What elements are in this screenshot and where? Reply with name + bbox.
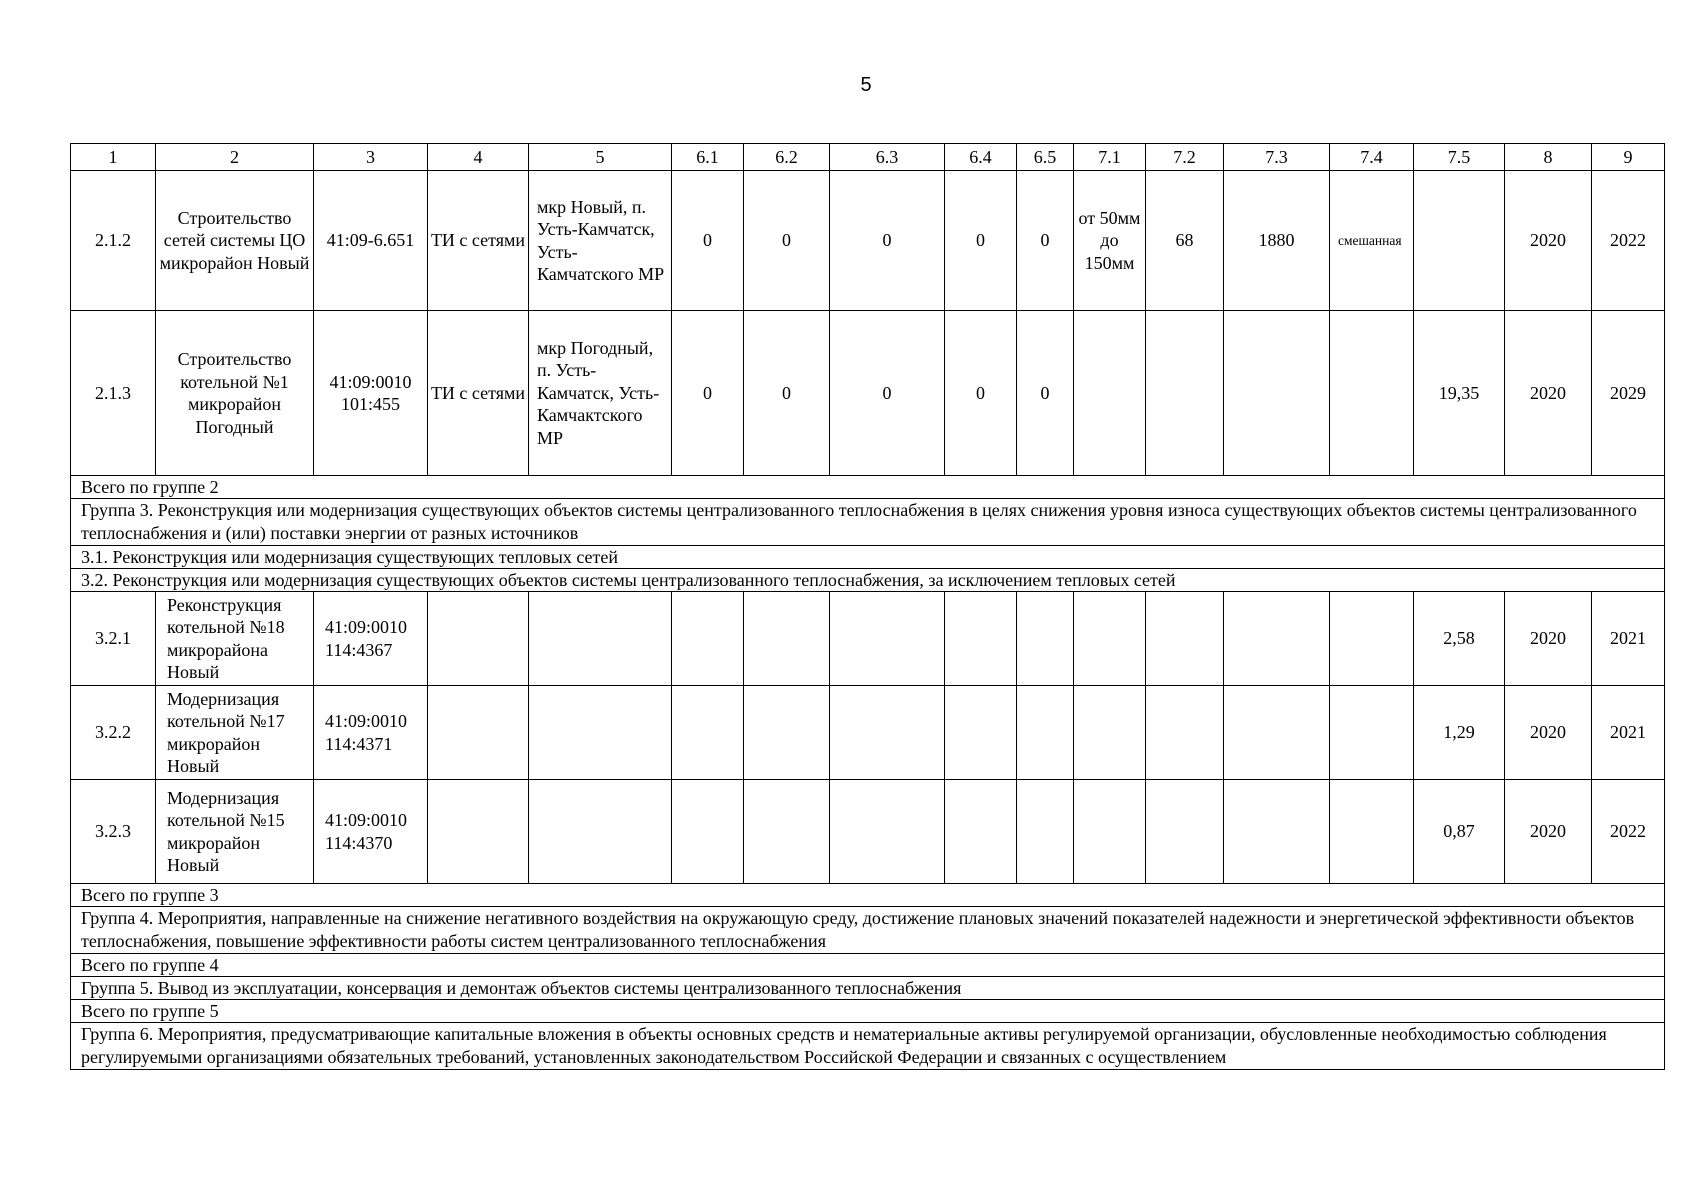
header-cell: 8 [1505, 144, 1592, 171]
object-type: ТИ с сетями [428, 171, 529, 311]
empty-cell [428, 592, 529, 686]
value-7-2: 68 [1146, 171, 1224, 311]
empty-cell [1146, 686, 1224, 780]
value-7-4 [1330, 311, 1414, 476]
empty-cell [529, 592, 672, 686]
empty-cell [1074, 780, 1146, 884]
empty-cell [1330, 686, 1414, 780]
group-3-total: Всего по группе 3 [71, 884, 1665, 907]
value-7-5: 0,87 [1414, 780, 1505, 884]
empty-cell [945, 686, 1017, 780]
row-number: 3.2.2 [71, 686, 156, 780]
empty-cell [1017, 686, 1074, 780]
value-7-3 [1224, 311, 1330, 476]
header-cell: 9 [1592, 144, 1665, 171]
value-6-1: 0 [672, 171, 744, 311]
header-cell: 2 [156, 144, 314, 171]
group-heading-row [71, 977, 1665, 1000]
subgroup-3-2-heading: 3.2. Реконструкция или модернизация существующих объектов системы централизованного теплоснабжения, за исключением тепловых сетей [71, 569, 1665, 592]
header-row [71, 144, 1665, 171]
value-7-5: 2,58 [1414, 592, 1505, 686]
empty-cell [744, 592, 830, 686]
empty-cell [1330, 780, 1414, 884]
group-3-heading: Группа 3. Реконструкция или модернизация существующих объектов системы централизованного теплоснабжения в целях снижения уровня износа существующих объектов системы централизованного теплоснабжения и (или) поставки энергии от разных источников [71, 499, 1665, 546]
end-year: 2022 [1592, 780, 1665, 884]
end-year: 2021 [1592, 592, 1665, 686]
object-location: мкр Новый, п. Усть-Камчатск, Усть-Камчатского МР [529, 171, 672, 311]
value-6-4: 0 [945, 311, 1017, 476]
row-number: 2.1.3 [71, 311, 156, 476]
group-total-row [71, 884, 1665, 907]
table-row [71, 686, 1665, 780]
value-7-5: 19,35 [1414, 311, 1505, 476]
value-6-3: 0 [830, 171, 945, 311]
header-cell: 6.5 [1017, 144, 1074, 171]
group-4-total: Всего по группе 4 [71, 954, 1665, 977]
value-7-5: 1,29 [1414, 686, 1505, 780]
group-6-heading: Группа 6. Мероприятия, предусматривающие капитальные вложения в объекты основных средств и нематериальные активы регулируемой организации, обусловленные необходимостью соблюдения регулируемыми организациями обязательных требований, установленных законодательством Российской Федерации и связанных с осуществлением [71, 1023, 1665, 1070]
header-cell: 6.4 [945, 144, 1017, 171]
empty-cell [830, 686, 945, 780]
group-5-heading: Группа 5. Вывод из эксплуатации, консервация и демонтаж объектов системы централизованного теплоснабжения [71, 977, 1665, 1000]
table-row [71, 780, 1665, 884]
header-cell: 5 [529, 144, 672, 171]
empty-cell [529, 686, 672, 780]
value-6-2: 0 [744, 311, 830, 476]
table-row [71, 171, 1665, 311]
group-4-heading: Группа 4. Мероприятия, направленные на снижение негативного воздействия на окружающую среду, достижение плановых значений показателей надежности и энергетической эффективности объектов теплоснабжения, повышение эффективности работы систем централизованного теплоснабжения [71, 907, 1665, 954]
header-cell: 3 [314, 144, 428, 171]
empty-cell [1224, 592, 1330, 686]
value-6-4: 0 [945, 171, 1017, 311]
empty-cell [1224, 686, 1330, 780]
empty-cell [428, 780, 529, 884]
cadastral-number: 41:09-6.651 [314, 171, 428, 311]
header-cell: 7.2 [1146, 144, 1224, 171]
value-6-1: 0 [672, 311, 744, 476]
empty-cell [744, 780, 830, 884]
subgroup-heading-row [71, 569, 1665, 592]
empty-cell [830, 592, 945, 686]
object-location: мкр Погодный, п. Усть-Камчатск, Усть-Камчактского МР [529, 311, 672, 476]
project-name: Модернизация котельной №17 микрорайон Новый [156, 686, 314, 780]
cadastral-number: 41:09:0010 114:4367 [314, 592, 428, 686]
investment-program-table [70, 143, 1665, 1070]
empty-cell [945, 592, 1017, 686]
empty-cell [1146, 592, 1224, 686]
empty-cell [945, 780, 1017, 884]
start-year: 2020 [1505, 686, 1592, 780]
group-heading-row [71, 1023, 1665, 1070]
group-2-total: Всего по группе 2 [71, 476, 1665, 499]
group-total-row [71, 476, 1665, 499]
value-7-5 [1414, 171, 1505, 311]
start-year: 2020 [1505, 592, 1592, 686]
value-6-5: 0 [1017, 311, 1074, 476]
value-7-1 [1074, 311, 1146, 476]
page-number: 5 [860, 74, 872, 96]
empty-cell [672, 592, 744, 686]
value-7-4: смешанная [1330, 171, 1414, 311]
empty-cell [672, 780, 744, 884]
group-heading-row [71, 907, 1665, 954]
start-year: 2020 [1505, 311, 1592, 476]
start-year: 2020 [1505, 171, 1592, 311]
group-total-row [71, 954, 1665, 977]
row-number: 3.2.3 [71, 780, 156, 884]
header-cell: 7.5 [1414, 144, 1505, 171]
project-name: Строительство сетей системы ЦО микрорайон Новый [156, 171, 314, 311]
empty-cell [1330, 592, 1414, 686]
empty-cell [1017, 780, 1074, 884]
header-cell: 7.3 [1224, 144, 1330, 171]
empty-cell [744, 686, 830, 780]
header-cell: 1 [71, 144, 156, 171]
header-cell: 4 [428, 144, 529, 171]
group-heading-row [71, 499, 1665, 546]
project-name: Строительство котельной №1 микрорайон Погодный [156, 311, 314, 476]
subgroup-3-1-heading: 3.1. Реконструкция или модернизация существующих тепловых сетей [71, 546, 1665, 569]
header-cell: 7.1 [1074, 144, 1146, 171]
empty-cell [830, 780, 945, 884]
start-year: 2020 [1505, 780, 1592, 884]
cadastral-number: 41:09:0010 114:4371 [314, 686, 428, 780]
empty-cell [529, 780, 672, 884]
group-5-total: Всего по группе 5 [71, 1000, 1665, 1023]
end-year: 2021 [1592, 686, 1665, 780]
group-total-row [71, 1000, 1665, 1023]
end-year: 2022 [1592, 171, 1665, 311]
row-number: 2.1.2 [71, 171, 156, 311]
empty-cell [1224, 780, 1330, 884]
table-row [71, 592, 1665, 686]
cadastral-number: 41:09:0010 114:4370 [314, 780, 428, 884]
empty-cell [1146, 780, 1224, 884]
value-6-2: 0 [744, 171, 830, 311]
empty-cell [1017, 592, 1074, 686]
value-7-1: от 50мм до 150мм [1074, 171, 1146, 311]
header-cell: 6.2 [744, 144, 830, 171]
end-year: 2029 [1592, 311, 1665, 476]
value-6-3: 0 [830, 311, 945, 476]
value-7-2 [1146, 311, 1224, 476]
row-number: 3.2.1 [71, 592, 156, 686]
empty-cell [1074, 686, 1146, 780]
header-cell: 6.3 [830, 144, 945, 171]
subgroup-heading-row [71, 546, 1665, 569]
value-6-5: 0 [1017, 171, 1074, 311]
header-cell: 6.1 [672, 144, 744, 171]
cadastral-number: 41:09:0010 101:455 [314, 311, 428, 476]
value-7-3: 1880 [1224, 171, 1330, 311]
project-name: Модернизация котельной №15 микрорайон Новый [156, 780, 314, 884]
object-type: ТИ с сетями [428, 311, 529, 476]
empty-cell [672, 686, 744, 780]
header-cell: 7.4 [1330, 144, 1414, 171]
empty-cell [1074, 592, 1146, 686]
table-row [71, 311, 1665, 476]
empty-cell [428, 686, 529, 780]
project-name: Реконструкция котельной №18 микрорайона Новый [156, 592, 314, 686]
